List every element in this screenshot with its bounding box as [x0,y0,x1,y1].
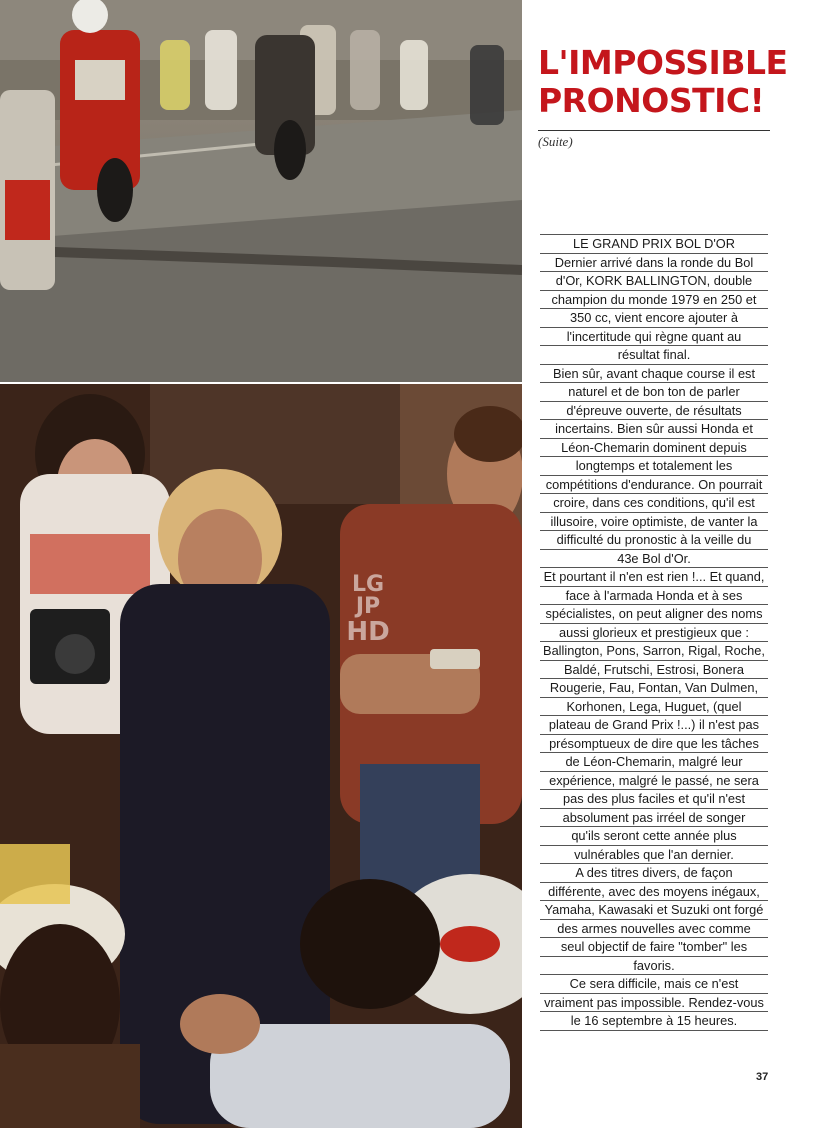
photo-crowd [0,384,522,1128]
watermark-logo [328,574,408,658]
article-line: de Léon-Chemarin, malgré leur [540,752,768,771]
article-line: 43e Bol d'Or. [540,549,768,568]
article-line: 350 cc, vient encore ajouter à [540,308,768,327]
article-line: favoris. [540,956,768,975]
article-line: absolument pas irréel de songer [540,808,768,827]
watermark-line2: JP [355,594,381,619]
article-line: difficulté du pronostic à la veille du [540,530,768,549]
article-line: LE GRAND PRIX BOL D'OR [540,234,768,253]
article-line: Ce sera difficile, mais ce n'est [540,974,768,993]
article-line: vraiment pas impossible. Rendez-vous [540,993,768,1012]
article-line: Baldé, Frutschi, Estrosi, Bonera [540,660,768,679]
crowd-illustration [0,384,522,1128]
article-line: des armes nouvelles avec comme [540,919,768,938]
article-line: résultat final. [540,345,768,364]
article-line: plateau de Grand Prix !...) il n'est pas [540,715,768,734]
article-line: Rougerie, Fau, Fontan, Van Dulmen, [540,678,768,697]
title-divider [538,130,770,131]
article-line: différente, avec des moyens inégaux, [540,882,768,901]
article-line: Dernier arrivé dans la ronde du Bol [540,253,768,272]
article-title-line2: PRONOSTIC! [538,81,765,120]
article-line: spécialistes, on peut aligner des noms [540,604,768,623]
article-line: présomptueux de dire que les tâches [540,734,768,753]
article-subtitle: (Suite) [538,134,573,149]
article-line: Et pourtant il n'en est rien !... Et quand, [540,567,768,586]
article-line: l'incertitude qui règne quant au [540,327,768,346]
watermark-line1: LG [351,572,385,597]
page-number: 37 [756,1071,769,1083]
article-body [540,234,768,1031]
article-line: vulnérables que l'an dernier. [540,845,768,864]
article-line: Korhonen, Lega, Huguet, (quel [540,697,768,716]
article-title [538,43,788,120]
article-line: Yamaha, Kawasaki et Suzuki ont forgé [540,900,768,919]
article-line: aussi glorieux et prestigieux que : [540,623,768,642]
motorcycle-race-illustration [0,0,522,382]
article-line: face à l'armada Honda et à ses [540,586,768,605]
article-line: Bien sûr, avant chaque course il est [540,364,768,383]
article-line: expérience, malgré le passé, ne sera [540,771,768,790]
article-line: qu'ils seront cette année plus [540,826,768,845]
photo-motorcycle-race [0,0,522,382]
watermark-line3: HD [346,617,390,647]
article-line: incertains. Bien sûr aussi Honda et [540,419,768,438]
article-line: illusoire, voire optimiste, de vanter la [540,512,768,531]
article-line: longtemps et totalement les [540,456,768,475]
article-line: Ballington, Pons, Sarron, Rigal, Roche, [540,641,768,660]
article-line: A des titres divers, de façon [540,863,768,882]
article-line: le 16 septembre à 15 heures. [540,1011,768,1031]
article-line: compétitions d'endurance. On pourrait [540,475,768,494]
article-line: naturel et de bon ton de parler [540,382,768,401]
article-line: d'Or, KORK BALLINGTON, double [540,271,768,290]
article-line: d'épreuve ouverte, de résultats [540,401,768,420]
article-line: croire, dans ces conditions, qu'il est [540,493,768,512]
article-line: seul objectif de faire "tomber" les [540,937,768,956]
article-line: pas des plus faciles et qu'il n'est [540,789,768,808]
article-title-line1: L'IMPOSSIBLE [538,43,788,82]
article-line: Léon-Chemarin dominent depuis [540,438,768,457]
article-line: champion du monde 1979 en 250 et [540,290,768,309]
